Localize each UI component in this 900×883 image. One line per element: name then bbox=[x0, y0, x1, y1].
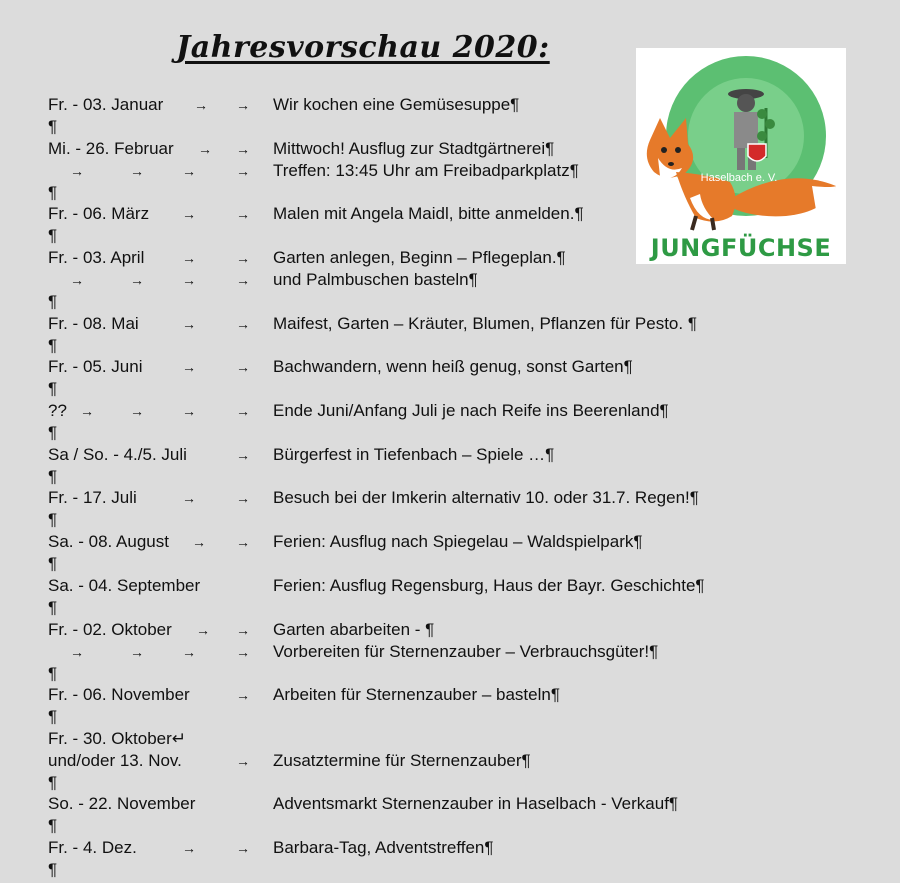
paragraph-mark: ¶ bbox=[48, 554, 58, 573]
tab-arrow-icon: → bbox=[236, 141, 250, 157]
entry-date: Fr. - 03. Januar bbox=[48, 95, 164, 114]
paragraph-mark: ¶ bbox=[48, 860, 58, 879]
entry-text: Arbeiten für Sternenzauber – basteln¶ bbox=[273, 685, 560, 704]
entry-date: So. - 22. November bbox=[48, 794, 196, 813]
entry-text: Garten anlegen, Beginn – Pflegeplan.¶ bbox=[273, 248, 566, 267]
entry-date: Fr. - 05. Juni bbox=[48, 357, 143, 376]
paragraph-mark: ¶ bbox=[48, 226, 58, 245]
entry-text: Zusatztermine für Sternenzauber¶ bbox=[273, 751, 531, 770]
tab-arrow-icon: → bbox=[182, 206, 196, 222]
tab-arrow-icon: → bbox=[182, 403, 196, 419]
tab-arrow-icon: → bbox=[236, 687, 250, 703]
tab-arrow-icon: → bbox=[182, 490, 196, 506]
tab-arrow-icon: → bbox=[236, 622, 250, 638]
tab-arrow-icon: → bbox=[70, 163, 84, 179]
tab-arrow-icon: → bbox=[192, 534, 206, 550]
tab-arrow-icon: → bbox=[236, 163, 250, 179]
logo-subtitle: Haselbach e. V. bbox=[700, 172, 778, 184]
entry-text: Ferien: Ausflug Regensburg, Haus der Bayr. Geschichte¶ bbox=[273, 576, 705, 595]
entry-date-continued: und/oder 13. Nov. bbox=[48, 751, 182, 770]
tab-arrow-icon: → bbox=[182, 163, 196, 179]
tab-arrow-icon: → bbox=[130, 644, 144, 660]
entry-text-continued: Treffen: 13:45 Uhr am Freibadparkplatz¶ bbox=[273, 161, 579, 180]
paragraph-mark: ¶ bbox=[48, 423, 58, 442]
paragraph-mark: ¶ bbox=[48, 379, 58, 398]
tab-arrow-icon: → bbox=[70, 644, 84, 660]
entry-text: Besuch bei der Imkerin alternativ 10. oder 31.7. Regen!¶ bbox=[273, 488, 699, 507]
entry-date: Fr. - 17. Juli bbox=[48, 488, 137, 507]
entry-date: Fr. - 06. November bbox=[48, 685, 190, 704]
paragraph-mark: ¶ bbox=[48, 183, 58, 202]
page-title: Jahresvorschau 2020: bbox=[176, 30, 550, 65]
entry-text: Wir kochen eine Gemüsesuppe¶ bbox=[273, 95, 520, 114]
tab-arrow-icon: → bbox=[236, 840, 250, 856]
tab-arrow-icon: → bbox=[236, 359, 250, 375]
tab-arrow-icon: → bbox=[236, 250, 250, 266]
tab-arrow-icon: → bbox=[182, 272, 196, 288]
entry-date: Fr. - 06. März bbox=[48, 204, 150, 223]
tab-arrow-icon: → bbox=[130, 163, 144, 179]
entry-text: Ferien: Ausflug nach Spiegelau – Waldspielpark¶ bbox=[273, 532, 643, 551]
paragraph-mark: ¶ bbox=[48, 117, 58, 136]
entry-date: Fr. - 4. Dez. bbox=[48, 838, 137, 857]
entry-text: Ende Juni/Anfang Juli je nach Reife ins Beerenland¶ bbox=[273, 401, 669, 420]
entry-text: Mittwoch! Ausflug zur Stadtgärtnerei¶ bbox=[273, 139, 555, 158]
entry-date: Sa. - 04. September bbox=[48, 576, 201, 595]
tab-arrow-icon: → bbox=[236, 272, 250, 288]
paragraph-mark: ¶ bbox=[48, 707, 58, 726]
tab-arrow-icon: → bbox=[182, 250, 196, 266]
entry-text: Bachwandern, wenn heiß genug, sonst Garten¶ bbox=[273, 357, 633, 376]
fox-emblem-icon bbox=[636, 48, 846, 264]
logo-name: JUNGFÜCHSE bbox=[650, 234, 832, 262]
paragraph-mark: ¶ bbox=[48, 816, 58, 835]
entry-date: Fr. - 08. Mai bbox=[48, 314, 139, 333]
entry-date: Fr. - 03. April bbox=[48, 248, 145, 267]
tab-arrow-icon: → bbox=[236, 206, 250, 222]
tab-arrow-icon: → bbox=[194, 97, 208, 113]
entry-text-continued: und Palmbuschen basteln¶ bbox=[273, 270, 478, 289]
entry-text: Malen mit Angela Maidl, bitte anmelden.¶ bbox=[273, 204, 584, 223]
entry-text: Bürgerfest in Tiefenbach – Spiele …¶ bbox=[273, 445, 555, 464]
tab-arrow-icon: → bbox=[236, 644, 250, 660]
tab-arrow-icon: → bbox=[236, 490, 250, 506]
tab-arrow-icon: → bbox=[70, 272, 84, 288]
entry-text: Barbara-Tag, Adventstreffen¶ bbox=[273, 838, 494, 857]
entry-text: Garten abarbeiten - ¶ bbox=[273, 620, 435, 639]
entry-date: Mi. - 26. Februar bbox=[48, 139, 174, 158]
entry-text: Adventsmarkt Sternenzauber in Haselbach - Verkauf¶ bbox=[273, 794, 679, 813]
tab-arrow-icon: → bbox=[196, 622, 210, 638]
entry-text: Maifest, Garten – Kräuter, Blumen, Pflanzen für Pesto. ¶ bbox=[273, 314, 697, 333]
entry-date: Sa. - 08. August bbox=[48, 532, 169, 551]
tab-arrow-icon: → bbox=[236, 447, 250, 463]
tab-arrow-icon: → bbox=[182, 840, 196, 856]
paragraph-mark: ¶ bbox=[48, 510, 58, 529]
tab-arrow-icon: → bbox=[130, 403, 144, 419]
entry-text-continued: Vorbereiten für Sternenzauber – Verbrauchsgüter!¶ bbox=[273, 642, 659, 661]
tab-arrow-icon: → bbox=[236, 753, 250, 769]
tab-arrow-icon: → bbox=[182, 359, 196, 375]
tab-arrow-icon: → bbox=[236, 403, 250, 419]
entry-date: Sa / So. - 4./5. Juli bbox=[48, 445, 187, 464]
tab-arrow-icon: → bbox=[236, 97, 250, 113]
tab-arrow-icon: → bbox=[236, 316, 250, 332]
entry-date: ?? bbox=[48, 401, 67, 420]
tab-arrow-icon: → bbox=[182, 316, 196, 332]
paragraph-mark: ¶ bbox=[48, 664, 58, 683]
jungfuechse-logo bbox=[636, 48, 846, 264]
entry-date: Fr. - 30. Oktober↵ bbox=[48, 729, 187, 748]
paragraph-mark: ¶ bbox=[48, 773, 58, 792]
tab-arrow-icon: → bbox=[198, 141, 212, 157]
paragraph-mark: ¶ bbox=[48, 336, 58, 355]
tab-arrow-icon: → bbox=[80, 403, 94, 419]
tab-arrow-icon: → bbox=[130, 272, 144, 288]
tab-arrow-icon: → bbox=[236, 534, 250, 550]
entry-date: Fr. - 02. Oktober bbox=[48, 620, 172, 639]
paragraph-mark: ¶ bbox=[48, 598, 58, 617]
paragraph-mark: ¶ bbox=[48, 292, 58, 311]
paragraph-mark: ¶ bbox=[48, 467, 58, 486]
tab-arrow-icon: → bbox=[182, 644, 196, 660]
